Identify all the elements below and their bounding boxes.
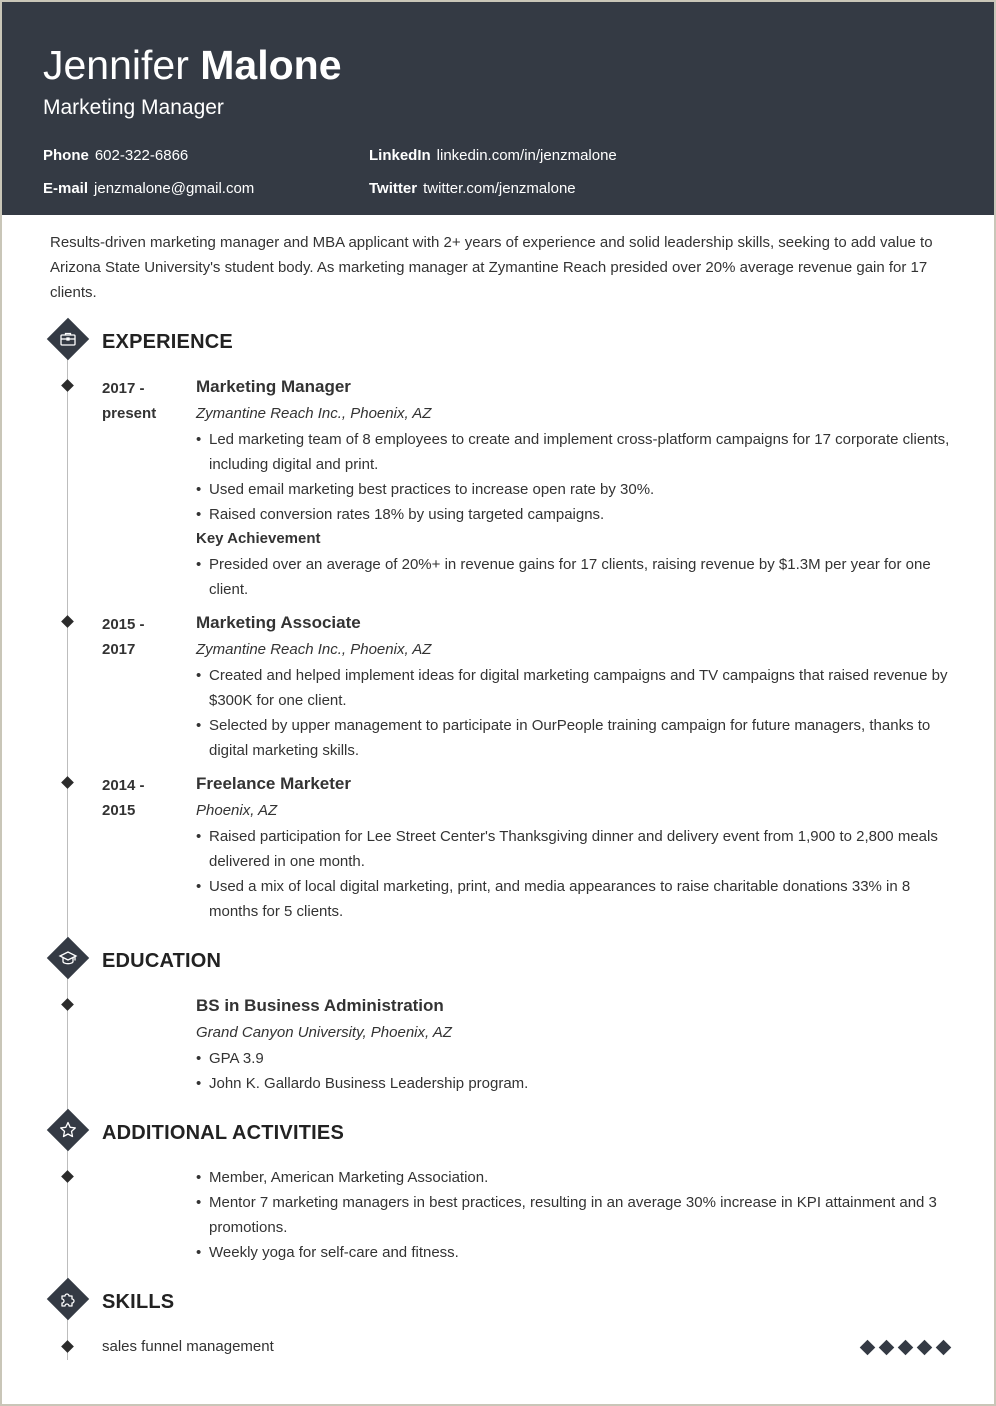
profile-summary: Results-driven marketing manager and MBA applicant with 2+ years of experience and solid leadership skills, seeking to add value to Arizona State University's student body. As marketing manager at Zymantine Reach presided over 20% average revenue gain for 17 clients. (50, 234, 933, 301)
skill-rating (862, 1340, 949, 1354)
job-date: 2017 - present (102, 380, 157, 422)
rating-diamond (917, 1340, 933, 1356)
rating-diamond (860, 1340, 876, 1356)
activities-bullets (196, 1165, 956, 1265)
job-bullets (196, 427, 956, 527)
skill-name: sales funnel management (102, 1338, 274, 1355)
job-bullets (196, 663, 956, 763)
job-title: Freelance Marketer (196, 774, 351, 793)
star-icon (50, 1112, 86, 1148)
job-date: 2015 - 2017 (102, 616, 145, 658)
list-item: • Selected by upper management to participate in OurPeople training campaign for future managers, thanks to digital marketing skills. (196, 713, 956, 763)
list-item: • Used email marketing best practices to increase open rate by 30%. (196, 477, 956, 502)
job-bullets (196, 824, 956, 924)
list-item: • Raised participation for Lee Street Center's Thanksgiving dinner and delivery event from 1,900 to 2,800 meals delivered in one month. (196, 824, 956, 874)
section-title-skills: SKILLS (102, 1291, 175, 1313)
job-title: Marketing Associate (196, 613, 361, 632)
section-title-education: EDUCATION (102, 950, 222, 972)
list-item: • GPA 3.9 (196, 1046, 956, 1071)
job-date: 2014 - 2015 (102, 777, 145, 819)
rating-diamond (879, 1340, 895, 1356)
job-company: Zymantine Reach Inc., Phoenix, AZ (196, 405, 432, 422)
job-company: Phoenix, AZ (196, 802, 278, 819)
job-title: Marketing Manager (196, 377, 351, 396)
achievement-bullets (196, 552, 956, 602)
list-item: • Presided over an average of 20%+ in revenue gains for 17 clients, raising revenue by $1.3M per year for one client. (196, 552, 956, 602)
contact-linkedin: LinkedIn linkedin.com/in/jenzmalone (369, 147, 617, 164)
contact-twitter: Twitter twitter.com/jenzmalone (369, 180, 576, 197)
list-item: • Mentor 7 marketing managers in best practices, resulting in an average 30% increase in KPI attainment and 3 promotions. (196, 1190, 956, 1240)
education-bullets (196, 1046, 956, 1096)
resume-header (2, 2, 994, 215)
contact-email: E-mail jenzmalone@gmail.com (43, 180, 255, 197)
candidate-title: Marketing Manager (43, 96, 224, 119)
school-name: Grand Canyon University, Phoenix, AZ (196, 1024, 452, 1041)
list-item: • Used a mix of local digital marketing, print, and media appearances to raise charitable donations 33% in 8 months for 5 clients. (196, 874, 956, 924)
contact-phone: Phone 602-322-6866 (43, 147, 189, 164)
list-item: • Created and helped implement ideas for digital marketing campaigns and TV campaigns that raised revenue by $300K for one client. (196, 663, 956, 713)
section-title-experience: EXPERIENCE (102, 331, 233, 353)
section-title-activities: ADDITIONAL ACTIVITIES (102, 1122, 344, 1144)
graduation-cap-icon (50, 940, 86, 976)
degree-title: BS in Business Administration (196, 996, 444, 1015)
key-achievement-label: Key Achievement (196, 530, 321, 547)
timeline-line (67, 358, 68, 1360)
rating-diamond (936, 1340, 952, 1356)
list-item: • Member, American Marketing Association. (196, 1165, 956, 1190)
list-item: • John K. Gallardo Business Leadership program. (196, 1071, 956, 1096)
job-company: Zymantine Reach Inc., Phoenix, AZ (196, 641, 432, 658)
rating-diamond (898, 1340, 914, 1356)
puzzle-icon (50, 1281, 86, 1317)
list-item: • Raised conversion rates 18% by using targeted campaigns. (196, 502, 956, 527)
list-item: • Weekly yoga for self-care and fitness. (196, 1240, 956, 1265)
briefcase-icon (50, 321, 86, 357)
candidate-name: Jennifer Malone (43, 42, 342, 88)
list-item: • Led marketing team of 8 employees to create and implement cross-platform campaigns for 17 corporate clients, including digital and print. (196, 427, 956, 477)
